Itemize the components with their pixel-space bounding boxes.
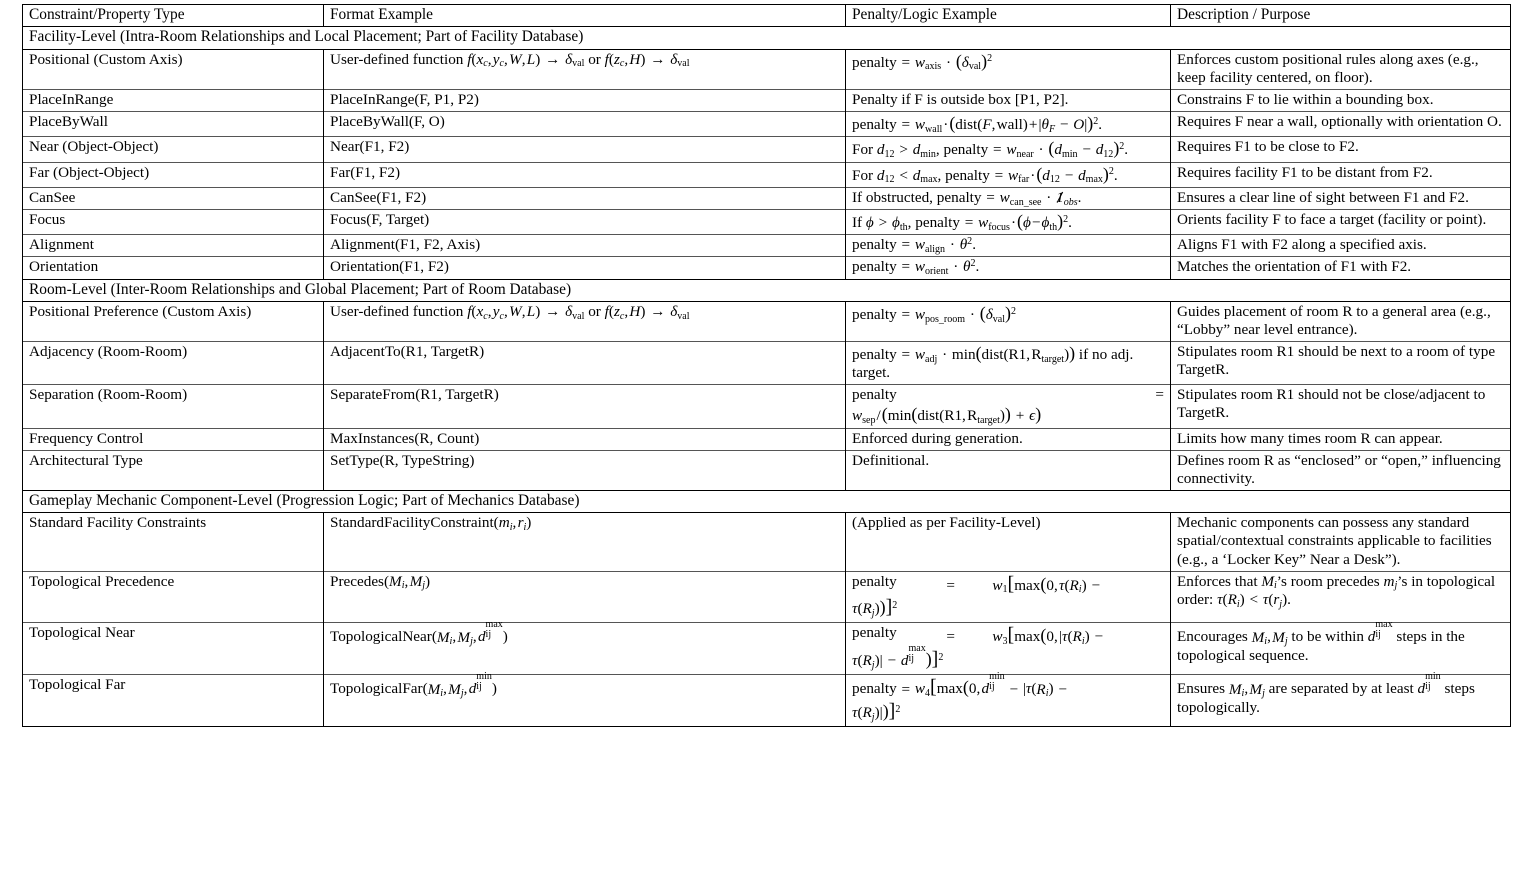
cell-format: $StandardFacilityConstraint(m_i$, $r_i$) (324, 513, 846, 571)
table-row (23, 571, 1511, 623)
table-row (23, 137, 1511, 162)
cell-type: Far (Object-Object) (23, 162, 324, 187)
cell-format: CanSee(F1, F2) (324, 187, 846, 209)
header-description-purpose: Description / Purpose (1171, 5, 1511, 27)
section-header-facility-level (23, 27, 1511, 49)
cell-penalty: penalty = $w_{align} \cdot \theta^2$. (846, 235, 1171, 257)
cell-description: Stipulates room R1 should not be close/adjacent to TargetR. (1171, 385, 1511, 428)
cell-type: Focus (23, 210, 324, 235)
table-row (23, 257, 1511, 279)
cell-type: Near (Object-Object) (23, 137, 324, 162)
cell-description: Encourages $M_i$, $M_j$ to be within d max ij steps in the topological sequence. (1171, 623, 1511, 675)
table-row (23, 89, 1511, 111)
cell-format: Focus(F, Target) (324, 210, 846, 235)
cell-penalty: penalty = $w_{wall}\cdot(dist(F$, $wall)+|\theta_F - O|)^2$. (846, 111, 1171, 136)
cell-description: Aligns F1 with F2 along a specified axis. (1171, 235, 1511, 257)
cell-description: Enforces custom positional rules along axes (e.g., keep facility centered, on floor). (1171, 49, 1511, 89)
cell-description: Mechanic components can possess any standard spatial/contextual constraints applicable to facilities (e.g., a ‘Locker Key” Near a Desk”). (1171, 513, 1511, 571)
cell-format: PlaceByWall(F, O) (324, 111, 846, 136)
table-header-row (23, 5, 1511, 27)
cell-description: Enforces that $M_i’s$ room precedes $m_j’s$ in topological order: $\tau(R_i) < \tau(r_j)$. (1171, 571, 1511, 623)
cell-penalty: Penalty if F is outside box [P1, P2]. (846, 89, 1171, 111)
table-row (23, 623, 1511, 675)
table-row (23, 428, 1511, 450)
cell-format: $TopologicalNear(M_i$, $M_j$, d max ij ) (324, 623, 846, 675)
cell-type: PlaceByWall (23, 111, 324, 136)
cell-format: SeparateFrom(R1, TargetR) (324, 385, 846, 428)
header-format-example: Format Example (324, 5, 846, 27)
cell-format: AdjacentTo(R1, TargetR) (324, 341, 846, 384)
cell-penalty: If $\phi > \phi_{th}$, penalty = $w_{focus}\cdot(\phi-\phi_{th})^2$. (846, 210, 1171, 235)
cell-penalty: penalty = $w_{sep}/(\min(dist(R1$, $R_{target})) + \epsilon$) (846, 385, 1171, 428)
cell-description: Limits how many times room R can appear. (1171, 428, 1511, 450)
cell-description: Ensures $M_i$, $M_j$ are separated by at least d min ij steps topologically. (1171, 675, 1511, 727)
table-row (23, 235, 1511, 257)
cell-penalty: penalty = $w_{axis} \cdot (\delta_{val})^2$ (846, 49, 1171, 89)
cell-penalty: penalty = $w_4[\max(0$, d min ij − $|\tau(R_i)$ − $\tau(R_j)|)]^2$ (846, 675, 1171, 727)
table-row (23, 675, 1511, 727)
cell-type: Frequency Control (23, 428, 324, 450)
cell-penalty: (Applied as per Facility-Level) (846, 513, 1171, 571)
table-row (23, 187, 1511, 209)
cell-description: Requires F1 to be close to F2. (1171, 137, 1511, 162)
constraint-table-container (22, 4, 1510, 727)
cell-description: Requires F near a wall, optionally with orientation O. (1171, 111, 1511, 136)
cell-penalty: If obstructed, penalty = $w_{can\_see} \cdot 1_{obs}$. (846, 187, 1171, 209)
indicator-function-icon: 1 (1056, 188, 1064, 206)
table-row (23, 49, 1511, 89)
cell-type: Separation (Room-Room) (23, 385, 324, 428)
table-row (23, 513, 1511, 571)
cell-description: Guides placement of room R to a general area (e.g., “Lobby” near level entrance). (1171, 301, 1511, 341)
cell-format: SetType(R, TypeString) (324, 450, 846, 490)
constraint-property-table (22, 4, 1511, 727)
cell-format: $Precedes(M_i$, $M_j$) (324, 571, 846, 623)
cell-type: Adjacency (Room-Room) (23, 341, 324, 384)
cell-penalty: penalty = $w_3[\max(0$, $|\tau(R_i)$ − $\tau(R_j)| - d$ max ij )]$^2$ (846, 623, 1171, 675)
section-header-room-level (23, 279, 1511, 301)
table-row (23, 450, 1511, 490)
section-header-mechanic-level (23, 491, 1511, 513)
cell-format: User-defined function $f(x_c$, $y_c$, W, $L) \to \delta_{val}$ or $f(z_c$, $H) \to \delta_{val}$ (324, 301, 846, 341)
cell-type: Topological Precedence (23, 571, 324, 623)
cell-description: Defines room R as “enclosed” or “open,” influencing connectivity. (1171, 450, 1511, 490)
table-row (23, 111, 1511, 136)
header-penalty-logic: Penalty/Logic Example (846, 5, 1171, 27)
cell-type: Standard Facility Constraints (23, 513, 324, 571)
cell-format: MaxInstances(R, Count) (324, 428, 846, 450)
table-row (23, 162, 1511, 187)
cell-type: Orientation (23, 257, 324, 279)
cell-type: PlaceInRange (23, 89, 324, 111)
cell-description: Ensures a clear line of sight between F1 and F2. (1171, 187, 1511, 209)
section-title: Room-Level (Inter-Room Relationships and Global Placement; Part of Room Database) (23, 279, 1511, 301)
cell-penalty: Enforced during generation. (846, 428, 1171, 450)
cell-penalty: For $d_{12} < d_{max}$, penalty = $w_{far}\cdot(d_{12} - d_{max})^2$. (846, 162, 1171, 187)
cell-type: Positional (Custom Axis) (23, 49, 324, 89)
cell-format: User-defined function $f(x_c$, $y_c$, W, $L) \to \delta_{val}$ or $f(z_c$, $H) \to \delta_{val}$ (324, 49, 846, 89)
cell-description: Constrains F to lie within a bounding box. (1171, 89, 1511, 111)
section-title: Gameplay Mechanic Component-Level (Progression Logic; Part of Mechanics Database) (23, 491, 1511, 513)
table-row (23, 301, 1511, 341)
cell-type: Alignment (23, 235, 324, 257)
cell-penalty: For $d_{12} > d_{min}$, penalty = $w_{near} \cdot (d_{min} - d_{12})^2$. (846, 137, 1171, 162)
cell-format: Orientation(F1, F2) (324, 257, 846, 279)
cell-penalty: Definitional. (846, 450, 1171, 490)
cell-description: Matches the orientation of F1 with F2. (1171, 257, 1511, 279)
cell-type: Topological Near (23, 623, 324, 675)
cell-type: Topological Far (23, 675, 324, 727)
cell-penalty: penalty = $w_{adj}$ · min(dist(R1, $R_{target}$)) if no adj. target. (846, 341, 1171, 384)
cell-penalty: penalty = $w_{orient} \cdot \theta^2$. (846, 257, 1171, 279)
cell-type: Positional Preference (Custom Axis) (23, 301, 324, 341)
cell-penalty: penalty = $w_{pos\_room} \cdot (\delta_{val})^2$ (846, 301, 1171, 341)
cell-format: Alignment(F1, F2, Axis) (324, 235, 846, 257)
header-constraint-type: Constraint/Property Type (23, 5, 324, 27)
cell-format: PlaceInRange(F, P1, P2) (324, 89, 846, 111)
section-title: Facility-Level (Intra-Room Relationships and Local Placement; Part of Facility Database) (23, 27, 1511, 49)
cell-format: Far(F1, F2) (324, 162, 846, 187)
table-row (23, 385, 1511, 428)
table-row (23, 341, 1511, 384)
cell-format: $TopologicalFar(M_i$, $M_j$, d min ij ) (324, 675, 846, 727)
cell-description: Orients facility F to face a target (facility or point). (1171, 210, 1511, 235)
cell-penalty: penalty = $w_1[\max(0$, $\tau(R_i)$ − $\tau(R_j))]^2$ (846, 571, 1171, 623)
cell-format: Near(F1, F2) (324, 137, 846, 162)
cell-description: Stipulates room R1 should be next to a room of type TargetR. (1171, 341, 1511, 384)
cell-type: Architectural Type (23, 450, 324, 490)
cell-description: Requires facility F1 to be distant from F2. (1171, 162, 1511, 187)
cell-type: CanSee (23, 187, 324, 209)
table-row (23, 210, 1511, 235)
